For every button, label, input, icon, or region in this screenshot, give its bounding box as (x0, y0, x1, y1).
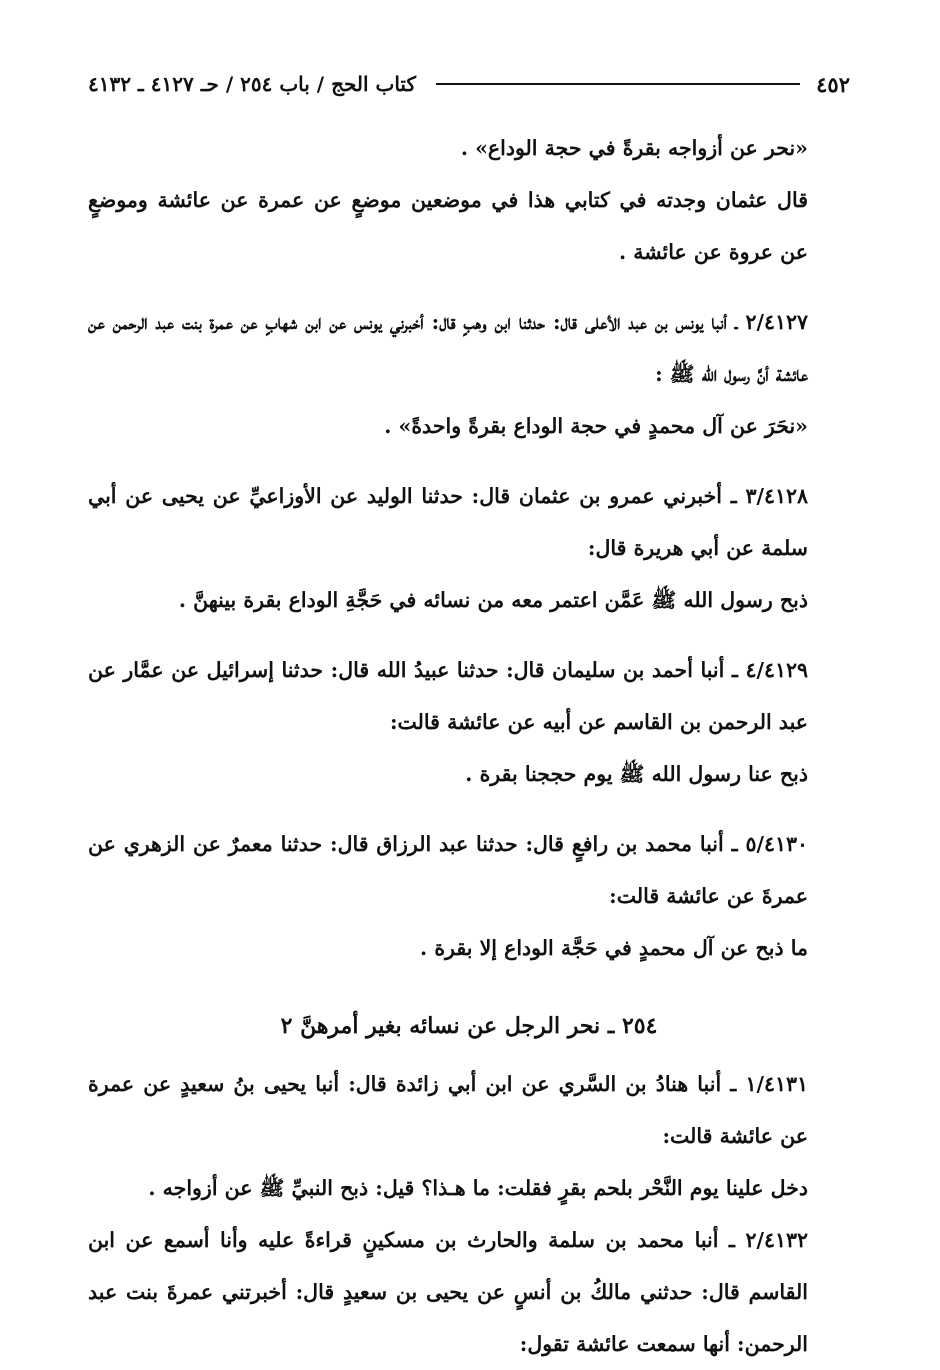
hadith-isnad: ـ أنبا أحمد بن سليمان قال: حدثنا عبيدُ الله قال: حدثنا إسرائيل عن عمَّار عن عبد الرحمن بن القاسم عن أبيه عن عائشة قالت: (88, 658, 808, 734)
hadith-isnad: ـ أنبا محمد بن رافعٍ قال: حدثنا عبد الرزاق قال: حدثنا معمرٌ عن الزهري عن عمرةَ عن عائشة قالت: (88, 832, 808, 908)
hadith-number: ٥/٤١٣٠ (745, 832, 809, 856)
hadith-4128 (88, 470, 850, 574)
page-body (88, 122, 850, 1370)
hadith-matn: ما ذبح عن آل محمدٍ في حَجَّة الوداع إلا بقرة . (420, 936, 808, 960)
hadith-isnad: ـ أنبا يونس بن عبد الأعلى قال: حدثنا ابن وهبٍ قال: أخبرني يونس عن ابن شهابٍ عن عمرة بنت عبد الرحمن عن عائشة أنَّ رسول الله ﷺ : (88, 310, 808, 386)
hadith-isnad: ـ أنبا محمد بن سلمة والحارث بن مسكينٍ قراءةً عليه وأنا أسمع عن ابن القاسم قال: حدثني مالكُ بن أنسٍ عن يحيى بن سعيدٍ قال: أخبرتني عمرةَ بنت عبد الرحمن: أنها سمعت عائشة تقول: (88, 1228, 808, 1356)
hadith-isnad: ـ أنبا هنادُ بن السَّري عن ابن أبي زائدة قال: أنبا يحيى بنُ سعيدٍ عن عمرة عن عائشة قالت: (88, 1072, 808, 1148)
paragraph-matn: «نحر عن أزواجه بقرةً في حجة الوداع» . (460, 136, 808, 160)
hadith-matn: دخل علينا يوم النَّحْر بلحم بقرٍ فقلت: ما هـذا؟ قيل: ذبح النبيِّ ﷺ عن أزواجه . (148, 1176, 808, 1200)
chapter-title: ٢٥٤ ـ نحر الرجل عن نسائه بغير أمرهنَّ ٢ (280, 1013, 658, 1039)
hadith-matn: ذبح عنا رسول الله ﷺ يوم حججنا بقرة . (465, 762, 808, 786)
hadith-number: ٣/٤١٢٨ (745, 484, 808, 508)
paragraph-note: قال عثمان وجدته في كتابي هذا في موضعين موضعٍ عن عمرة عن عائشة وموضعٍ عن عروة عن عائشة . (88, 188, 808, 264)
page-number: ٤٥٢ (816, 71, 850, 97)
hadith-number: ١/٤١٣١ (745, 1072, 808, 1096)
running-title: كتاب الحج / باب ٢٥٤ / حـ ٤١٢٧ ـ ٤١٣٢ (88, 72, 416, 96)
hadith-4132 (88, 1214, 850, 1370)
header-rule (436, 83, 800, 85)
hadith-isnad: ـ أخبرني عمرو بن عثمان قال: حدثنا الوليد عن الأوزاعيِّ عن يحيى عن أبي سلمة عن أبي هريرة قال: (88, 484, 808, 560)
hadith-4131 (88, 1058, 850, 1162)
hadith-number: ٢/٤١٣٢ (745, 1228, 808, 1252)
page-header (88, 62, 850, 106)
book-page (88, 0, 850, 1355)
hadith-4130 (88, 818, 850, 922)
hadith-number: ٢/٤١٢٧ (745, 310, 808, 334)
hadith-number: ٤/٤١٢٩ (745, 658, 808, 682)
hadith-matn: «نحَرَ عن آل محمدٍ في حجة الوداع بقرةً واحدةً» . (384, 414, 808, 438)
hadith-4127 (88, 296, 850, 400)
hadith-matn: ذبح رسول الله ﷺ عَمَّن اعتمر معه من نسائه في حَجَّةِ الوداع بقرة بينهنَّ . (178, 588, 808, 612)
hadith-4129 (88, 644, 850, 748)
